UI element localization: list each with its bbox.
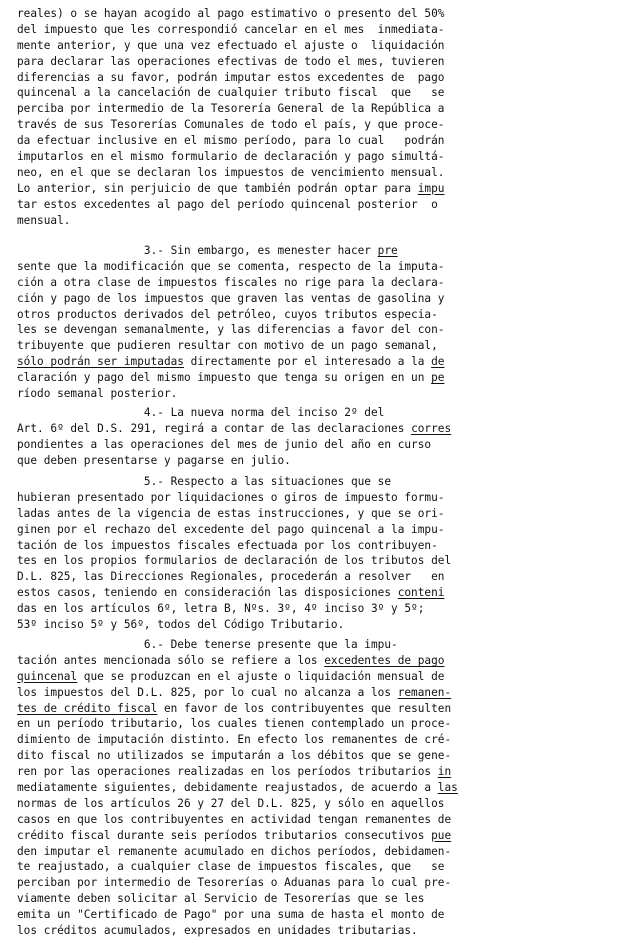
underlined-text: pre xyxy=(377,244,398,257)
underlined-text: remanen- xyxy=(397,685,452,699)
text-line xyxy=(17,780,617,796)
text-line: en un período tributario, los cuales tienen contemplado un proce- xyxy=(17,717,452,731)
text-line: les se devengan semanalmente, y las diferencias a favor del con- xyxy=(17,323,445,337)
underlined-text: conteni xyxy=(397,586,445,600)
text-line xyxy=(17,764,617,780)
text-line xyxy=(17,685,617,701)
text-line xyxy=(17,653,617,669)
text-line: los créditos acumulados, expresados en unidades tributarias. xyxy=(17,924,418,938)
text-line: ginen por el rechazo del excedente del pago quincenal a la impu- xyxy=(17,522,445,536)
text-line: diferencias a su favor, podrán imputar estos excedentes de pago xyxy=(17,70,445,84)
underlined-text: in xyxy=(437,765,452,779)
text-line: 6.- Debe tenerse presente que la impu- xyxy=(17,638,398,651)
underlined-text: sólo podrán ser imputadas xyxy=(17,355,184,369)
text-line: den imputar el remanente acumulado en dichos períodos, debidamen- xyxy=(17,844,452,858)
text-segment: estos casos, teniendo en consideración las disposiciones xyxy=(17,586,398,600)
text-segment: ren por las operaciones realizadas en los períodos tributarios xyxy=(17,765,438,779)
text-line: 4.- La nueva norma del inciso 2º del xyxy=(17,406,385,419)
text-line: pondientes a las operaciones del mes de junio del año en curso xyxy=(17,437,432,451)
underlined-text: tes de crédito fiscal xyxy=(17,701,158,715)
text-line xyxy=(17,828,617,844)
text-segment: tación antes mencionada sólo se refiere a los xyxy=(17,653,325,667)
underlined-text: corres xyxy=(411,421,452,435)
text-line: tar estos excedentes al pago del período quincenal posterior o xyxy=(17,197,438,211)
text-line: 53º inciso 5º y 56º, todos del Código Tributario. xyxy=(17,618,345,632)
text-line xyxy=(17,421,617,437)
text-line: normas de los artículos 26 y 27 del D.L. 825, y sólo en aquellos xyxy=(17,796,445,810)
text-line: tación de los impuestos fiscales efectuada por los contribuyen- xyxy=(17,538,438,552)
text-line: tribuyente que pudieren resultar con motivo de un pago semanal, xyxy=(17,339,438,353)
text-line: dimiento de imputación distinto. En efecto los remanentes de cré- xyxy=(17,733,452,747)
text-segment: Art. 6º del D.S. 291, regirá a contar de las declaraciones xyxy=(17,421,412,435)
text-line: mensual. xyxy=(17,213,71,227)
text-segment: los impuestos del D.L. 825, por lo cual no alcanza a los xyxy=(17,685,398,699)
paragraph-6 xyxy=(17,637,617,939)
paragraph-4 xyxy=(17,405,617,469)
text-line: sente que la modificación que se comenta, respecto de la imputa- xyxy=(17,259,445,273)
text-segment: en favor de los contribuyentes que resulten xyxy=(157,701,452,715)
text-line: que deben presentarse y pagarse en julio. xyxy=(17,453,291,467)
text-line: hubieran presentado por liquidaciones o giros de impuesto formu- xyxy=(17,490,445,504)
text-line: ríodo semanal posterior. xyxy=(17,387,178,401)
text-line xyxy=(17,669,617,685)
text-line: viamente deben solicitar al Servicio de Tesorerías que se les xyxy=(17,892,425,906)
underlined-text: de xyxy=(431,355,445,369)
text-line: dito fiscal no utilizados se imputarán a los débitos que se gene- xyxy=(17,749,452,763)
text-line xyxy=(17,370,617,386)
text-line: tes en los propios formularios de declaración de los tributos del xyxy=(17,554,452,568)
text-segment: claración y pago del mismo impuesto que tenga su origen en un xyxy=(17,371,432,385)
text-line: través de sus Tesorerías Comunales de todo el país, y que proce- xyxy=(17,118,445,132)
text-segment: crédito fiscal durante seis períodos tributarios consecutivos xyxy=(17,828,432,842)
text-line: das en los artículos 6º, letra B, Nºs. 3º, 4º inciso 3º y 5º; xyxy=(17,602,425,616)
underlined-text: excedentes de pago xyxy=(324,653,445,667)
text-line: otros productos derivados del petróleo, cuyos tributos especia- xyxy=(17,307,438,321)
underlined-text: impu xyxy=(417,181,445,195)
text-line: mente anterior, y que una vez efectuado el ajuste o liquidación xyxy=(17,38,445,52)
text-line: imputarlos en el mismo formulario de declaración y pago simultá- xyxy=(17,150,445,164)
text-line xyxy=(17,181,617,197)
paragraph-1 xyxy=(17,6,617,228)
paragraph-3 xyxy=(17,243,617,402)
text-line: para declarar las operaciones efectivas de todo el mes, tuvieren xyxy=(17,54,445,68)
text-line: casos en que los contribuyentes en actividad tengan remanentes de xyxy=(17,812,452,826)
text-segment: 3.- Sin embargo, es menester hacer xyxy=(17,244,378,257)
text-line: D.L. 825, las Direcciones Regionales, procederán a resolver en xyxy=(17,570,445,584)
text-line: ción a otra clase de impuestos fiscales no rige para la declara- xyxy=(17,275,445,289)
text-line: ladas antes de la vigencia de estas instrucciones, y que se ori- xyxy=(17,506,445,520)
text-line: emita un "Certificado de Pago" por una suma de hasta el monto de xyxy=(17,908,445,922)
text-line xyxy=(17,585,617,601)
text-line: perciba por intermedio de la Tesorería General de la República a xyxy=(17,102,445,116)
text-line: te reajustado, a cualquier clase de impuestos fiscales, que se xyxy=(17,860,445,874)
text-line: neo, en el que se declaran los impuestos de vencimiento mensual. xyxy=(17,165,445,179)
text-line xyxy=(17,243,617,259)
text-line: del impuesto que les correspondió cancelar en el mes inmediata- xyxy=(17,22,445,36)
text-line: quincenal a la cancelación de cualquier tributo fiscal que se xyxy=(17,86,445,100)
underlined-text: pue xyxy=(431,828,452,842)
underlined-text: las xyxy=(437,781,458,795)
underlined-text: quincenal xyxy=(17,669,78,683)
text-segment: directamente por el interesado a la xyxy=(183,355,432,369)
text-line xyxy=(17,701,617,717)
text-line xyxy=(17,354,617,370)
text-line: reales) o se hayan acogido al pago estimativo o presento del 50% xyxy=(17,7,445,20)
underlined-text: pe xyxy=(431,371,445,385)
text-line: perciban por intermedio de Tesorerías o Aduanas para lo cual pre- xyxy=(17,876,452,890)
text-segment: que se produzcan en el ajuste o liquidación mensual de xyxy=(77,669,445,683)
text-line: ción y pago de los impuestos que graven las ventas de gasolina y xyxy=(17,291,445,305)
paragraph-5 xyxy=(17,474,617,633)
text-segment: Lo anterior, sin perjuicio de que también podrán optar para xyxy=(17,181,418,195)
text-segment: mediatamente siguientes, debidamente reajustados, de acuerdo a xyxy=(17,781,438,795)
text-line: da efectuar inclusive en el mismo período, para lo cual podrán xyxy=(17,134,445,148)
text-line: 5.- Respecto a las situaciones que se xyxy=(17,475,392,488)
